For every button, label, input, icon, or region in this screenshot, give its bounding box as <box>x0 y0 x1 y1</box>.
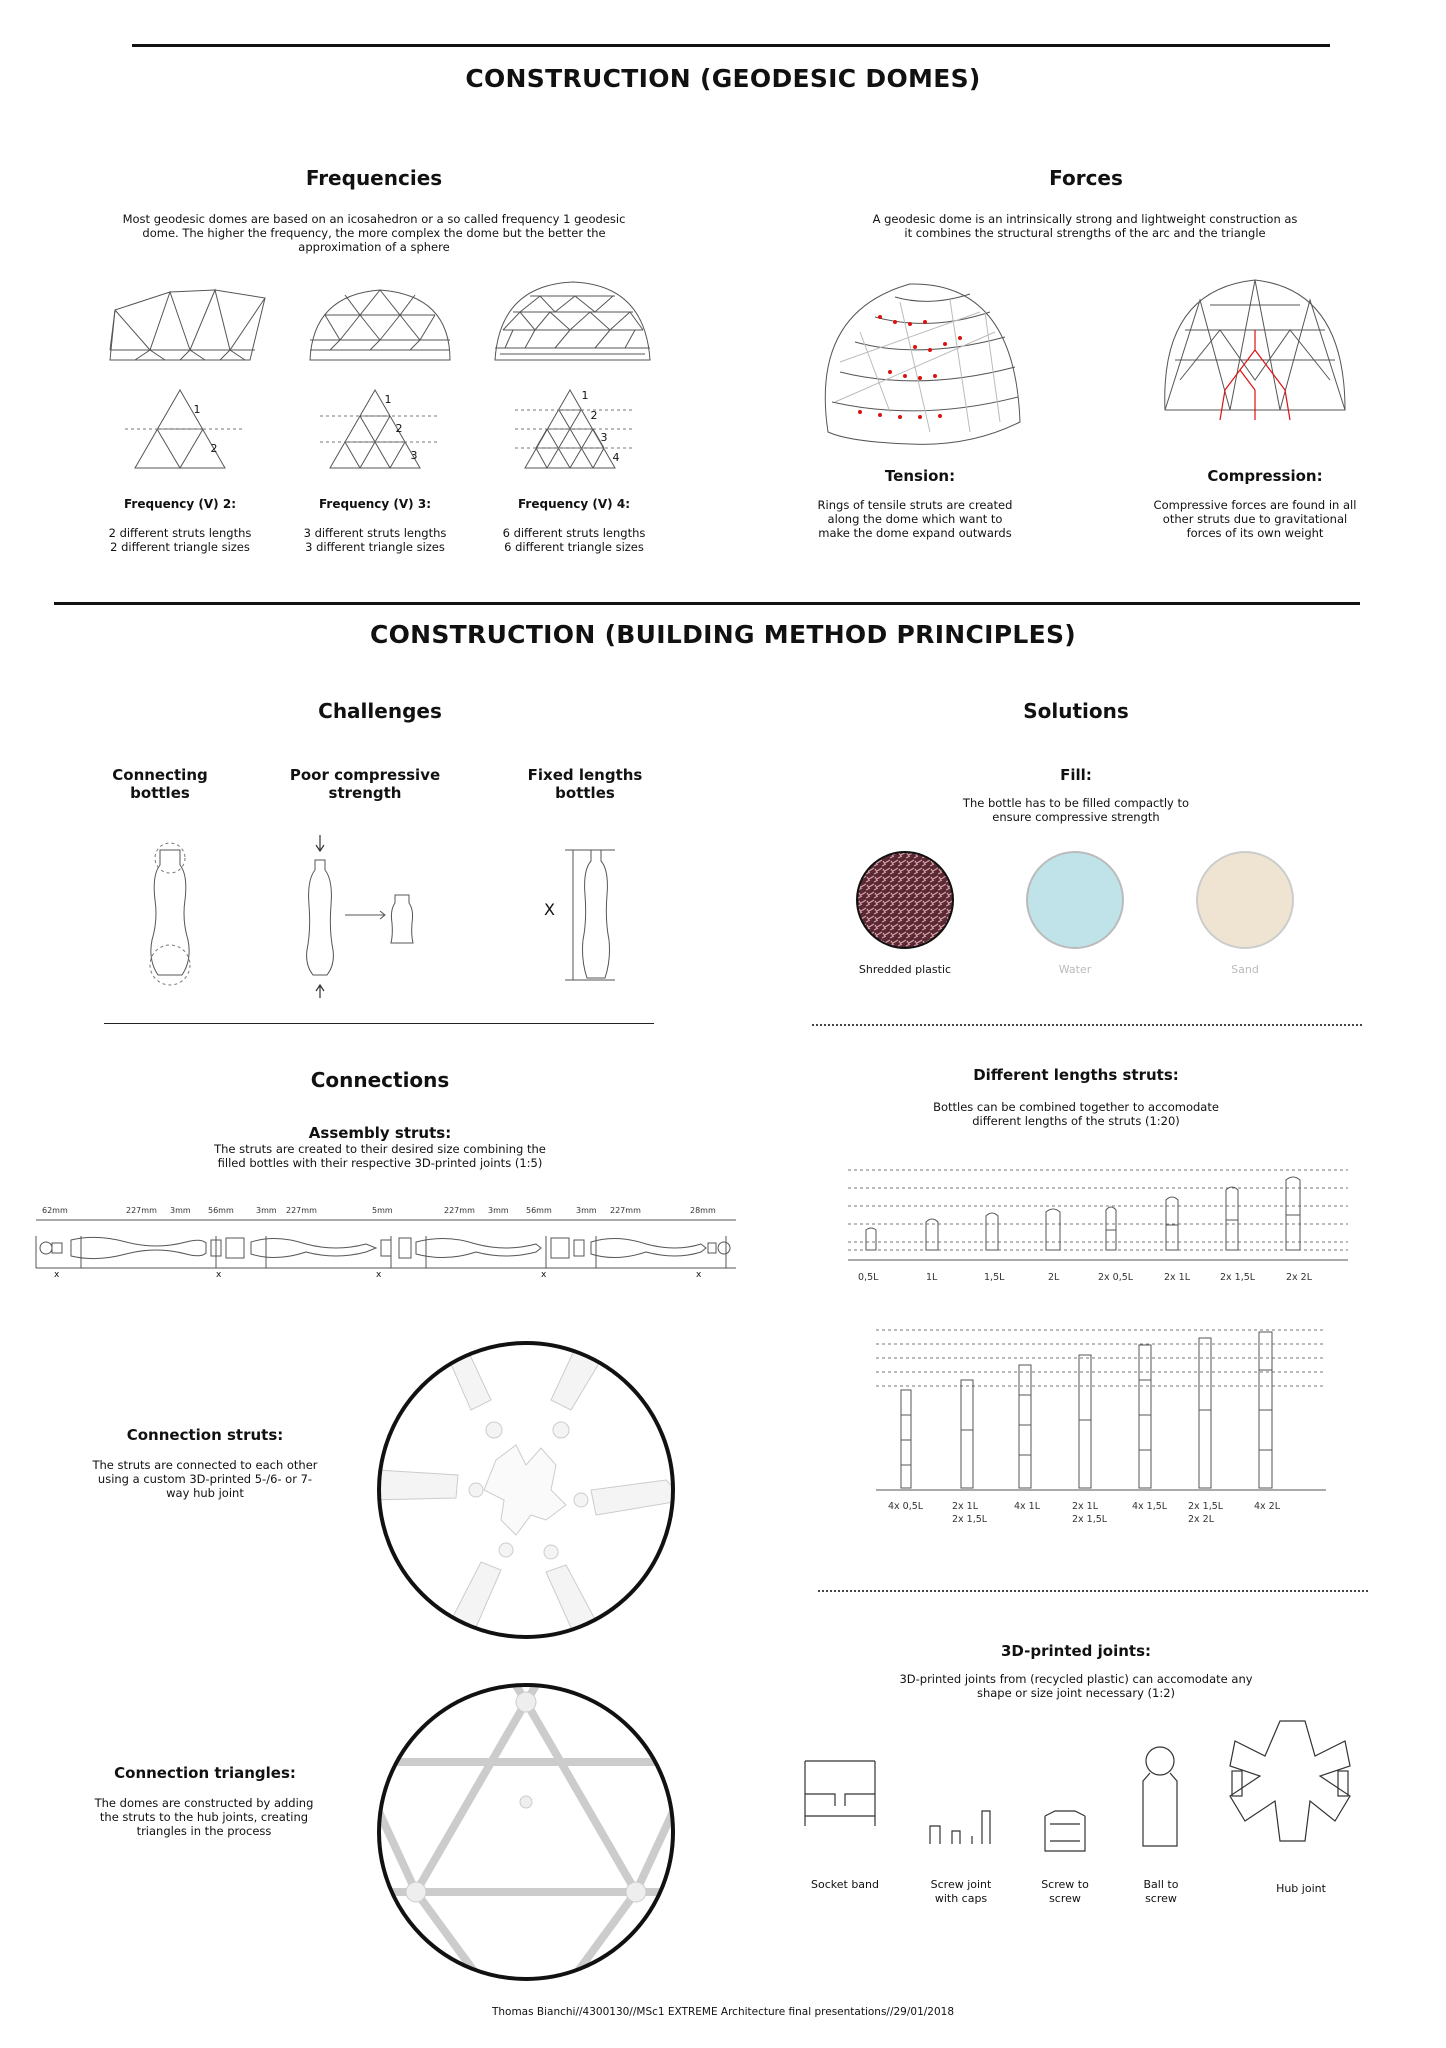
x-label-1: x <box>54 1270 60 1280</box>
row2-label-3-a: 2x 1L <box>1072 1501 1099 1512</box>
connection-struts-title: Connection struts: <box>126 1426 284 1444</box>
joint-socket-band: Socket band <box>811 1878 879 1891</box>
row2-label-5-a: 2x 1,5L <box>1188 1501 1224 1512</box>
connection-struts-circle <box>376 1340 676 1640</box>
freq-v3-label-2: 2 <box>395 422 403 435</box>
challenge-fixed-lengths: Fixed lengths bottles <box>527 766 643 802</box>
dome-v4 <box>495 282 650 360</box>
solutions-heading: Solutions <box>1023 699 1129 723</box>
screw-joint-shape <box>930 1811 990 1844</box>
solutions-divider <box>812 1024 1362 1026</box>
row2-label-5 <box>1188 1500 1223 1526</box>
lengths-row2-diagram <box>876 1310 1326 1500</box>
dim-4: 3mm <box>256 1206 277 1215</box>
row2-label-2 <box>1014 1500 1040 1513</box>
freq-v4-title: Frequency (V) 4: <box>518 497 630 511</box>
row2-label-4 <box>1132 1500 1167 1513</box>
fill-text: The bottle has to be filled compactly to ensure compressive strength <box>962 796 1190 824</box>
x-label-5: x <box>696 1270 702 1280</box>
row2-label-0 <box>888 1500 923 1513</box>
section1-title: CONSTRUCTION (GEODESIC DOMES) <box>465 64 981 93</box>
dim-11: 227mm <box>610 1206 641 1215</box>
freq-v4-label-1: 1 <box>581 389 589 402</box>
row1-label-5: 2x 1L <box>1164 1272 1191 1283</box>
dim-8: 3mm <box>488 1206 509 1215</box>
compression-text: Compressive forces are found in all other struts due to gravitational forces of its own weight <box>1153 498 1357 540</box>
shredded-plastic-swatch <box>857 852 953 948</box>
x-label-3: x <box>376 1270 382 1280</box>
freq-v4-line2: 6 different triangle sizes <box>504 540 644 554</box>
fixed-length-x-mark: X <box>544 900 555 919</box>
ball-to-screw-shape <box>1143 1747 1177 1846</box>
row1-label-0: 0,5L <box>858 1272 879 1283</box>
water-swatch <box>1027 852 1123 948</box>
row2-label-3 <box>1072 1500 1107 1526</box>
dim-12: 28mm <box>690 1206 716 1215</box>
material-shredded-plastic: Shredded plastic <box>858 963 952 976</box>
row2-label-5-b: 2x 2L <box>1188 1514 1215 1525</box>
connection-triangles-text: The domes are constructed by adding the struts to the hub joints, creating triangles in the process <box>94 1796 314 1838</box>
freq-v2-title: Frequency (V) 2: <box>124 497 236 511</box>
freq-v3-line2: 3 different triangle sizes <box>305 540 445 554</box>
lengths-divider <box>818 1590 1368 1592</box>
row1-label-2: 1,5L <box>984 1272 1005 1283</box>
dim-9: 56mm <box>526 1206 552 1215</box>
challenges-heading: Challenges <box>318 699 442 723</box>
x-label-2: x <box>216 1270 222 1280</box>
section2-title: CONSTRUCTION (BUILDING METHOD PRINCIPLES) <box>369 620 1077 649</box>
assembly-struts-diagram <box>36 1208 736 1278</box>
row1-label-1: 1L <box>926 1272 938 1283</box>
challenge-compressive: Poor compressive strength <box>289 766 441 802</box>
row2-label-6-a: 4x 2L <box>1254 1501 1281 1512</box>
row2-label-1-a: 2x 1L <box>952 1501 979 1512</box>
freq-v2-line2: 2 different triangle sizes <box>110 540 250 554</box>
compression-dome-diagram <box>1160 270 1350 450</box>
frequencies-heading: Frequencies <box>305 166 443 190</box>
joint-screw-caps-l2: with caps <box>934 1892 988 1905</box>
freq-v4-line1: 6 different struts lengths <box>502 526 646 540</box>
connection-triangles-title: Connection triangles: <box>114 1764 296 1782</box>
footer: Thomas Bianchi//4300130//MSc1 EXTREME Architecture final presentations//29/01/2018 <box>491 2006 955 2018</box>
dome-v2 <box>110 290 265 360</box>
top-rule <box>132 44 1330 47</box>
dome-v3 <box>310 290 450 360</box>
dim-3: 56mm <box>208 1206 234 1215</box>
joint-ball-screw-l2: screw <box>1145 1892 1177 1905</box>
dim-0: 62mm <box>42 1206 68 1215</box>
challenge-connecting: Connecting bottles <box>112 766 208 802</box>
triangle-v2 <box>125 390 245 468</box>
freq-v3-line1: 3 different struts lengths <box>303 526 447 540</box>
tension-text: Rings of tensile struts are created along the dome which want to make the dome expand outwards <box>817 498 1013 540</box>
assembly-text: The struts are created to their desired size combining the filled bottles with their respective 3D-printed joints (1:5) <box>214 1142 546 1170</box>
joints-title: 3D-printed joints: <box>1000 1642 1151 1660</box>
freq-v3-label-3: 3 <box>410 449 418 462</box>
tension-title: Tension: <box>884 467 956 485</box>
row2-label-1-b: 2x 1,5L <box>952 1514 988 1525</box>
sand-swatch <box>1197 852 1293 948</box>
material-sand: Sand <box>1231 963 1259 976</box>
joints-text: 3D-printed joints from (recycled plastic) can accomodate any shape or size joint necessary (1:2) <box>899 1672 1253 1700</box>
frequency-domes-diagram <box>100 270 660 470</box>
freq-v2-label-2: 2 <box>210 442 218 455</box>
material-water: Water <box>1058 963 1092 976</box>
joint-ball-screw-l1: Ball to <box>1143 1878 1179 1891</box>
freq-v2-label-1: 1 <box>193 403 201 416</box>
compressive-strength-diagram <box>295 835 425 995</box>
lengths-row1-diagram <box>848 1160 1348 1270</box>
hub-joint-shape <box>1230 1721 1350 1841</box>
row1-label-6: 2x 1,5L <box>1220 1272 1256 1283</box>
dim-7: 227mm <box>444 1206 475 1215</box>
fill-materials <box>850 848 1290 958</box>
row2-label-0-a: 4x 0,5L <box>888 1501 924 1512</box>
connection-triangles-circle <box>376 1682 676 1982</box>
lengths-text: Bottles can be combined together to accomodate different lengths of the struts (1:20) <box>933 1100 1219 1128</box>
forces-text: A geodesic dome is an intrinsically strong and lightweight construction as it combines the structural strengths of the arc and the triangle <box>872 212 1298 240</box>
joint-screw-screw-l2: screw <box>1049 1892 1081 1905</box>
dim-10: 3mm <box>576 1206 597 1215</box>
strut-segments <box>40 1237 730 1258</box>
row1-label-4: 2x 0,5L <box>1098 1272 1134 1283</box>
freq-v2-line1: 2 different struts lengths <box>108 526 252 540</box>
screw-to-screw-shape <box>1045 1811 1085 1851</box>
frequencies-text: Most geodesic domes are based on an icosahedron or a so called frequency 1 geodesic dome. The higher the frequency, the more complex the dome but the better the approximation of a sphere <box>122 212 626 254</box>
freq-v4-label-4: 4 <box>612 451 620 464</box>
connections-heading: Connections <box>310 1068 450 1092</box>
row2-label-1 <box>952 1500 987 1526</box>
forces-heading: Forces <box>1049 166 1123 190</box>
row2-label-4-a: 4x 1,5L <box>1132 1501 1168 1512</box>
joint-screw-screw-l1: Screw to <box>1041 1878 1089 1891</box>
x-label-4: x <box>541 1270 547 1280</box>
row1-label-7: 2x 2L <box>1286 1272 1313 1283</box>
joint-hub: Hub joint <box>1276 1882 1326 1895</box>
connecting-bottles-diagram <box>130 840 210 990</box>
assembly-title: Assembly struts: <box>308 1124 452 1142</box>
lengths-title: Different lengths struts: <box>973 1066 1179 1084</box>
fixed-lengths-diagram <box>555 845 625 985</box>
mid-rule <box>54 602 1360 605</box>
joint-screw-caps-l1: Screw joint <box>930 1878 992 1891</box>
dim-2: 3mm <box>170 1206 191 1215</box>
fill-title: Fill: <box>1060 766 1092 784</box>
triangle-v3 <box>320 390 440 468</box>
row1-label-3: 2L <box>1048 1272 1060 1283</box>
connection-struts-text: The struts are connected to each other using a custom 3D-printed 5-/6- or 7-way hub joint <box>92 1458 318 1500</box>
row2-label-2-a: 4x 1L <box>1014 1501 1041 1512</box>
challenges-divider <box>104 1023 654 1024</box>
dim-1: 227mm <box>126 1206 157 1215</box>
freq-v4-label-3: 3 <box>600 431 608 444</box>
row2-label-3-b: 2x 1,5L <box>1072 1514 1108 1525</box>
freq-v3-label-1: 1 <box>384 393 392 406</box>
dim-6: 5mm <box>372 1206 393 1215</box>
row2-label-6 <box>1254 1500 1280 1513</box>
joints-diagram <box>800 1716 1360 1866</box>
freq-v3-title: Frequency (V) 3: <box>319 497 431 511</box>
dim-5: 227mm <box>286 1206 317 1215</box>
compression-title: Compression: <box>1207 467 1323 485</box>
socket-band-shape <box>805 1761 875 1826</box>
tension-dome-diagram <box>820 272 1020 452</box>
freq-v4-label-2: 2 <box>590 409 598 422</box>
